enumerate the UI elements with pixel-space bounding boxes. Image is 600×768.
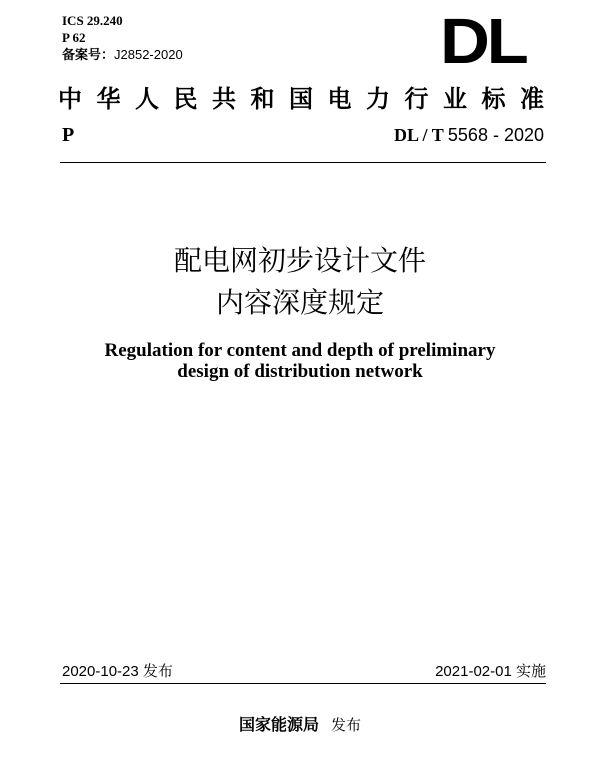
ics-code: ICS 29.240 (62, 13, 123, 28)
issuing-authority: 国家能源局 (238, 715, 319, 734)
org-title-char: 共 (212, 84, 236, 113)
org-title-char: 准 (520, 84, 544, 113)
issue-action: 发布 (331, 716, 362, 734)
bottom-divider (60, 683, 546, 684)
record-label: 备案号： (62, 47, 115, 62)
org-title-char: 华 (96, 84, 121, 113)
org-title-char: 力 (366, 84, 390, 113)
org-title-char: 标 (481, 84, 506, 113)
classification-line (62, 124, 544, 147)
dl-logo: DL (440, 5, 526, 77)
title-english-line2: design of distribution network (177, 361, 423, 382)
org-title-char: 行 (404, 84, 429, 113)
org-title-char: 中 (58, 84, 82, 113)
title-chinese (0, 240, 600, 324)
issue-date: 2020-10-23 发布 (62, 663, 173, 680)
top-divider (60, 162, 546, 163)
org-title-char: 和 (250, 84, 275, 113)
record-value: J2852-2020 (114, 47, 183, 62)
header-meta (62, 12, 183, 63)
record-number (62, 46, 183, 63)
standard-prefix: DL / T (394, 125, 444, 145)
issuer (0, 712, 600, 735)
effective-date: 2021-02-01 实施 (435, 663, 546, 680)
title-english (0, 340, 600, 382)
org-title-char: 国 (289, 84, 313, 113)
title-english-line1: Regulation for content and depth of preliminary (104, 340, 496, 361)
org-title-char: 业 (443, 84, 467, 113)
org-title-char: 民 (173, 84, 198, 113)
standard-number (394, 125, 544, 146)
dates-line (62, 660, 546, 681)
standard-num: 5568 - 2020 (447, 125, 544, 145)
org-title (58, 84, 544, 114)
p-code: P (62, 124, 75, 146)
title-chinese-line2: 内容深度规定 (215, 286, 384, 319)
title-chinese-line1: 配电网初步设计文件 (173, 244, 426, 277)
p-code-small: P 62 (62, 30, 86, 45)
org-title-char: 电 (327, 84, 352, 113)
org-title-char: 人 (135, 84, 159, 113)
